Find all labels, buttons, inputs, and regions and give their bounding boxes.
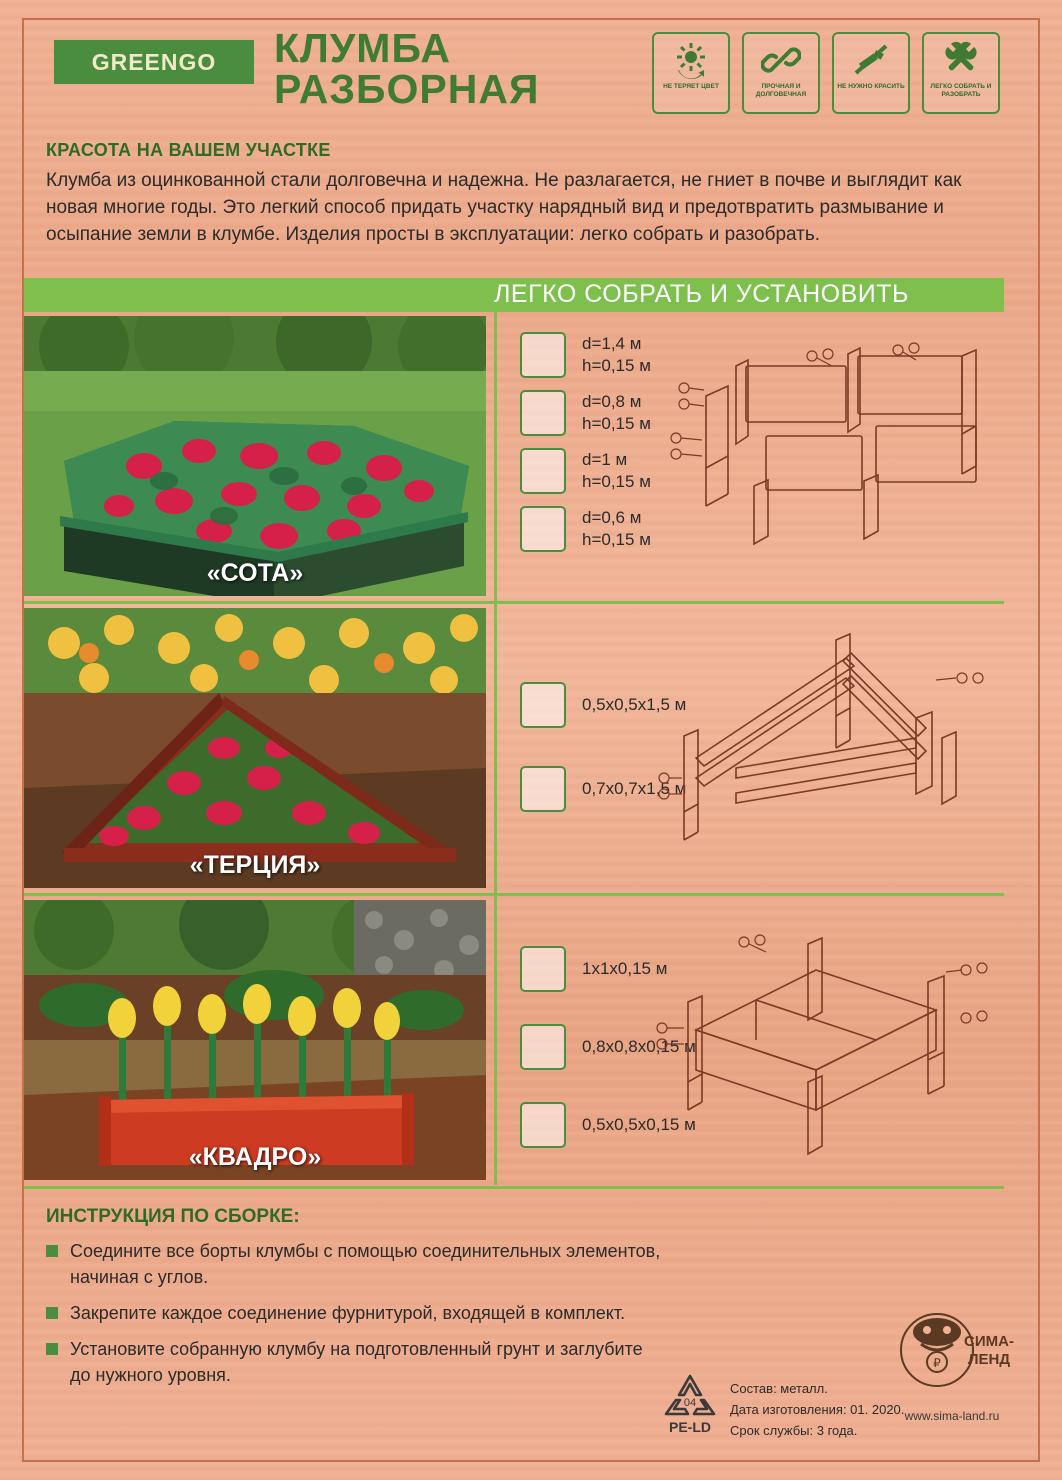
assembly-diagram-tertsiya — [636, 618, 996, 868]
option-line1: d=0,6 м — [582, 508, 642, 527]
bullet-square-icon — [46, 1307, 58, 1319]
recycle-mark — [660, 1370, 720, 1435]
option-label: 0,5х0,5х1,5 м — [582, 695, 687, 714]
option-line2: h=0,15 м — [582, 472, 651, 491]
page-title-line2: РАЗБОРНАЯ — [274, 66, 540, 112]
option-checkbox[interactable] — [520, 448, 566, 494]
spec-material: Состав: металл. — [730, 1381, 828, 1396]
instructions-block — [46, 1206, 666, 1398]
instructions-list — [46, 1238, 666, 1388]
option-checkbox[interactable] — [520, 332, 566, 378]
list-item — [46, 1238, 666, 1290]
option-checkbox[interactable] — [520, 946, 566, 992]
row-divider — [494, 604, 497, 893]
recycle-number: 04 — [683, 1397, 697, 1409]
option-line2: h=0,15 м — [582, 356, 651, 375]
spec-life: Срок службы: 3 года. — [730, 1423, 858, 1438]
option-checkbox[interactable] — [520, 1024, 566, 1070]
footer-divider — [24, 1186, 1004, 1189]
product-row-sota — [24, 312, 1004, 604]
recycle-code: PE-LD — [669, 1419, 711, 1435]
product-row-tertsiya — [24, 604, 1004, 896]
feature-icon-nopaint-caption: НЕ НУЖНО КРАСИТЬ — [837, 83, 905, 90]
brand-logo-text: GREENGO — [91, 48, 217, 75]
manufacturer-block — [872, 1300, 1032, 1423]
feature-icons — [652, 32, 1000, 114]
option-checkbox[interactable] — [520, 682, 566, 728]
feature-icon-assembly — [922, 32, 1000, 114]
sun-arrows-icon — [671, 40, 711, 80]
feature-icon-durable — [742, 32, 820, 114]
page-title-line1: КЛУМБА — [274, 25, 451, 71]
page-title — [274, 25, 654, 112]
header — [24, 20, 1004, 128]
option-label: 0,5х0,5х0,15 м — [582, 1115, 696, 1134]
product-name-sota: «СОТА» — [206, 559, 304, 587]
feature-icon-color — [652, 32, 730, 114]
list-item — [46, 1300, 666, 1326]
instruction-text: Установите собранную клумбу на подготовленный грунт и заглубите до нужного уровня. — [70, 1339, 643, 1385]
product-name-kvadro: «КВАДРО» — [188, 1143, 322, 1171]
option-label: 0,8х0,8х0,15 м — [582, 1037, 696, 1056]
option-checkbox[interactable] — [520, 766, 566, 812]
option-line2: h=0,15 м — [582, 414, 651, 433]
intro-heading: КРАСОТА НА ВАШЕМ УЧАСТКЕ — [46, 140, 331, 160]
option-checkbox[interactable] — [520, 506, 566, 552]
instruction-text: Соедините все борты клумбы с помощью соединительных элементов, начиная с углов. — [70, 1241, 661, 1287]
product-photo-kvadro — [24, 900, 486, 1180]
product-photo-tertsiya — [24, 608, 486, 888]
option-label: 0,7х0,7х1,5 м — [582, 779, 687, 798]
option-checkbox[interactable] — [520, 1102, 566, 1148]
no-paint-brush-icon — [851, 40, 891, 80]
instructions-heading: ИНСТРУКЦИЯ ПО СБОРКЕ: — [46, 1206, 300, 1227]
brand-logo — [54, 40, 254, 84]
svg-text:ЛЕНД: ЛЕНД — [967, 1351, 1011, 1368]
option-line1: d=0,8 м — [582, 392, 642, 411]
section-title: ЛЕГКО СОБРАТЬ И УСТАНОВИТЬ — [494, 280, 909, 308]
intro-text: Клумба из оцинкованной стали долговечна и надежна. Не разлагается, не гниет в почве и выглядит как новая многие годы. Это легкий способ придать участку нарядный вид и предотвратить размывание и осыпание земли в клумбе. Изделия просты в эксплуатации: легко собрать и разобрать. — [46, 170, 962, 245]
row-divider — [494, 896, 497, 1185]
recycle-triangle-icon — [660, 1370, 720, 1420]
feature-icon-nopaint — [832, 32, 910, 114]
option-checkbox[interactable] — [520, 390, 566, 436]
intro-block — [46, 140, 986, 248]
list-item — [46, 1336, 666, 1388]
chain-link-icon — [761, 40, 801, 80]
feature-icon-color-caption: НЕ ТЕРЯЕТ ЦВЕТ — [663, 83, 719, 90]
sima-land-logo-icon — [877, 1300, 1027, 1400]
assembly-diagram-sota — [636, 326, 996, 576]
svg-text:₽: ₽ — [933, 1356, 941, 1370]
wrench-screwdriver-icon — [941, 40, 981, 80]
spec-date: Дата изготовления: 01. 2020. — [730, 1402, 905, 1417]
feature-icon-assembly-caption: ЛЕГКО СОБРАТЬ И РАЗОБРАТЬ — [930, 83, 992, 98]
svg-text:СИМА-: СИМА- — [964, 1333, 1014, 1350]
product-name-tertsiya: «ТЕРЦИЯ» — [189, 851, 321, 879]
option-label: 1х1х0,15 м — [582, 959, 668, 978]
option-line1: d=1 м — [582, 450, 628, 469]
option-line1: d=1,4 м — [582, 334, 642, 353]
section-bar — [24, 278, 1004, 312]
row-divider — [494, 312, 497, 601]
brand-website: www.sima-land.ru — [904, 1409, 1000, 1423]
product-photo-sota — [24, 316, 486, 596]
instruction-text: Закрепите каждое соединение фурнитурой, входящей в комплект. — [70, 1303, 626, 1323]
bullet-square-icon — [46, 1245, 58, 1257]
product-row-kvadro — [24, 896, 1004, 1185]
bullet-square-icon — [46, 1343, 58, 1355]
assembly-diagram-kvadro — [636, 910, 996, 1160]
product-rows — [24, 312, 1004, 1185]
feature-icon-durable-caption: ПРОЧНАЯ И ДОЛГОВЕЧНАЯ — [755, 83, 807, 98]
option-line2: h=0,15 м — [582, 530, 651, 549]
